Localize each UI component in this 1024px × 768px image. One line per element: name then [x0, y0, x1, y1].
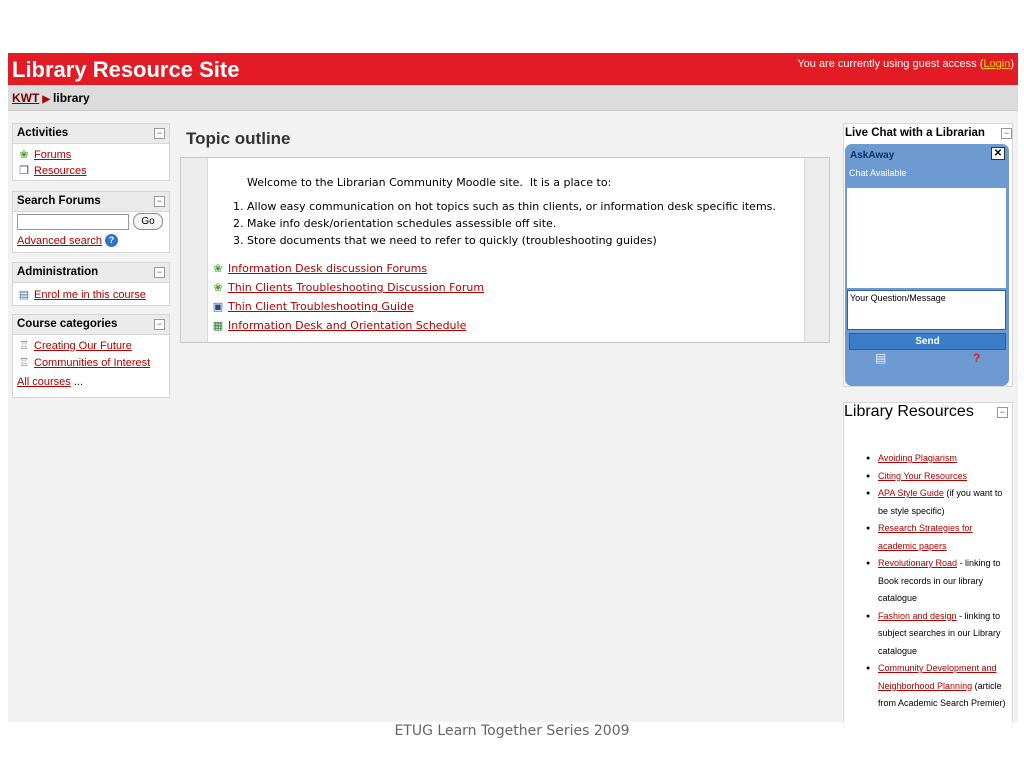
enrol-link[interactable]: Enrol me in this course [34, 288, 146, 301]
live-chat-block [843, 123, 1013, 387]
resource-description: (if you want to be style specific) [878, 488, 1003, 516]
breadcrumb-arrow-icon: ▶ [42, 94, 51, 105]
search-forums-title: Search Forums [17, 195, 101, 207]
info-desk-forums-link[interactable]: Information Desk discussion Forums [228, 262, 428, 275]
administration-header [13, 263, 169, 283]
all-courses-ellipsis: ... [70, 376, 84, 388]
topic-link-item [211, 281, 484, 294]
category-link[interactable]: Creating Our Future [34, 339, 132, 352]
search-forums-input[interactable] [17, 214, 129, 230]
question-label: Your Question/Message [850, 293, 946, 303]
chat-status: Chat Available [849, 168, 907, 178]
administration-title: Administration [17, 266, 99, 278]
spreadsheet-icon: ▦ [212, 319, 224, 332]
resource-item [878, 608, 1012, 661]
transcript-icon[interactable]: ▤ [875, 351, 887, 365]
resource-description: (article from Academic Search Premier) [878, 680, 1006, 708]
resource-link[interactable]: Avoiding Plagiarism [878, 453, 957, 463]
topic-link-item [211, 300, 414, 313]
enrol-item [17, 288, 146, 301]
resources-link[interactable]: Resources [34, 164, 87, 177]
collapse-icon[interactable]: − [997, 407, 1008, 418]
resource-link[interactable]: Community Development and Neighborhood Planning [878, 663, 997, 691]
resources-item [17, 164, 87, 177]
forums-link[interactable]: Forums [34, 148, 72, 161]
topic-section [180, 157, 830, 343]
live-chat-title: Live Chat with a Librarian [845, 127, 985, 139]
go-button[interactable]: Go [133, 213, 163, 230]
purpose-list [211, 198, 776, 249]
askaway-widget [845, 144, 1009, 386]
resource-link[interactable]: Citing Your Resources [878, 470, 968, 481]
resource-item [878, 660, 1012, 713]
site-title: Library Resource Site [12, 57, 240, 82]
category-link[interactable]: Communities of Interest [34, 356, 151, 369]
activities-title: Activities [17, 127, 69, 139]
forum-icon: ❀ [213, 281, 223, 294]
forums-item [17, 148, 71, 161]
category-item [17, 339, 132, 352]
breadcrumb-current: library [53, 91, 90, 105]
trophy-icon: ♖ [19, 357, 29, 369]
list-item: 1. Allow easy communication on hot topics such as thin clients, or information desk specific items. [247, 198, 776, 215]
collapse-icon[interactable]: − [154, 196, 165, 207]
collapse-icon[interactable]: − [154, 128, 165, 139]
help-icon[interactable]: ? [105, 234, 118, 247]
all-courses-item [17, 376, 83, 388]
library-resources-block [843, 402, 1013, 722]
page-title: Topic outline [186, 129, 291, 148]
breadcrumb-home-link[interactable]: KWT [12, 91, 40, 105]
resource-link[interactable]: APA Style Guide [878, 488, 944, 498]
topic-link-item [211, 262, 427, 275]
collapse-icon[interactable]: − [154, 319, 165, 330]
site-header [8, 53, 1018, 85]
list-item: 3. Store documents that we need to refer to quickly (troubleshooting guides) [247, 232, 776, 249]
topic-right-column [804, 158, 829, 342]
library-resources-header [844, 403, 1012, 421]
collapse-icon[interactable]: − [154, 267, 165, 278]
resources-list [844, 450, 1012, 713]
activities-header [13, 124, 169, 144]
forum-icon: ❀ [213, 262, 223, 275]
topic-left-column [181, 158, 208, 342]
advanced-search-link[interactable]: Advanced search [17, 234, 102, 247]
activities-block [12, 123, 170, 181]
resource-item [878, 468, 1012, 486]
collapse-icon[interactable]: − [1001, 128, 1012, 139]
resource-description: - linking to Book records in our library catalogue [878, 558, 1001, 603]
guest-access-notice [797, 58, 1014, 70]
list-item: 2. Make info desk/orientation schedules assessible off site. [247, 215, 776, 232]
category-item [17, 356, 150, 369]
live-chat-header [844, 124, 1012, 143]
forum-icon: ❀ [19, 149, 29, 161]
chat-transcript-area [847, 188, 1006, 288]
search-forums-block [12, 191, 170, 253]
resource-item [878, 555, 1012, 608]
resource-link[interactable]: Fashion and design [878, 610, 957, 621]
guest-access-text: You are currently using guest access ( [797, 58, 984, 70]
close-icon[interactable]: ✕ [991, 147, 1005, 160]
breadcrumb [12, 91, 90, 105]
guest-access-close: ) [1010, 58, 1014, 70]
course-categories-header [13, 315, 169, 335]
trophy-icon: ♖ [19, 340, 29, 352]
moodle-screenshot [8, 53, 1018, 722]
send-button[interactable]: Send [849, 333, 1006, 350]
resource-link[interactable]: Revolutionary Road [878, 558, 958, 568]
all-courses-link[interactable]: All courses [17, 376, 71, 388]
advanced-search-item [17, 234, 118, 247]
word-document-icon: ▣ [212, 300, 224, 313]
navbar [8, 85, 1018, 111]
question-field[interactable] [847, 290, 1006, 330]
resource-icon: ❐ [19, 165, 29, 177]
topic-link-item [211, 319, 466, 332]
resource-item [878, 450, 1012, 468]
resource-link[interactable]: Research Strategies for academic papers [878, 523, 973, 551]
login-link[interactable]: Login [983, 58, 1011, 70]
library-resources-title: Library Resources [844, 403, 974, 420]
course-categories-title: Course categories [17, 318, 118, 330]
slide-footer: ETUG Learn Together Series 2009 [394, 723, 630, 739]
schedule-link[interactable]: Information Desk and Orientation Schedule [228, 319, 467, 332]
enrol-icon: ▤ [18, 289, 30, 301]
resource-description: - linking to subject searches in our Library catalogue [878, 610, 1001, 656]
resource-item [878, 485, 1012, 520]
askaway-title: AskAway [850, 150, 895, 161]
thin-clients-forum-link[interactable]: Thin Clients Troubleshooting Discussion Forum [228, 281, 485, 294]
course-categories-block [12, 314, 170, 398]
chat-help-icon[interactable]: ? [973, 351, 981, 365]
resource-item [878, 520, 1012, 555]
search-forums-header [13, 192, 169, 212]
thin-client-guide-link[interactable]: Thin Client Troubleshooting Guide [228, 300, 414, 313]
welcome-text: Welcome to the Librarian Community Moodle site. It is a place to: [247, 176, 612, 189]
administration-block [12, 262, 170, 306]
